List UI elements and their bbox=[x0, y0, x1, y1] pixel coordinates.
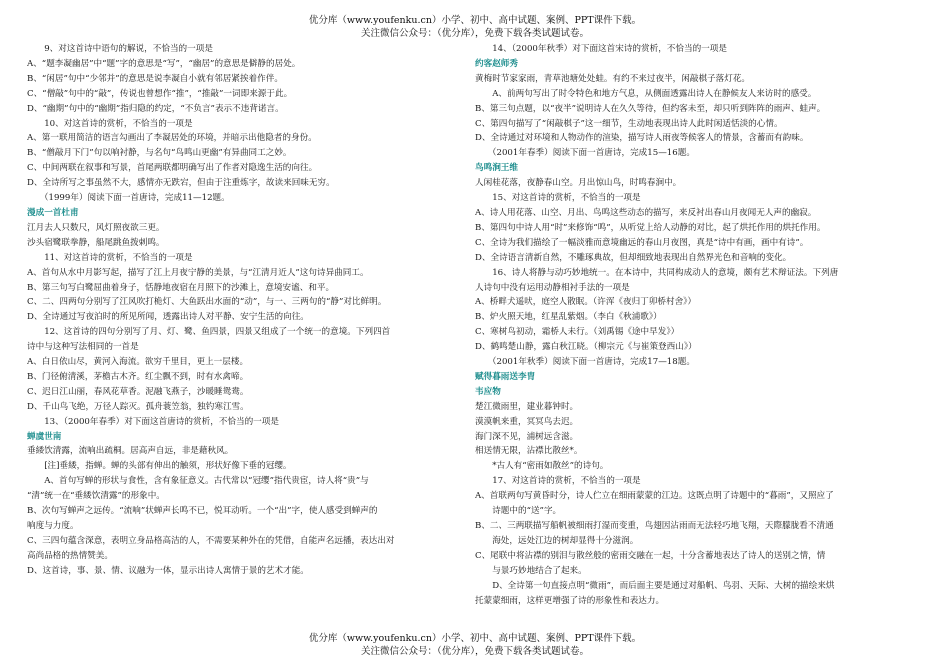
text-continuation: “清”统一在“垂緌饮清露”的形象中。 bbox=[27, 491, 165, 502]
poem-title: 漫成一首杜甫 bbox=[27, 207, 79, 218]
answer-option: C、尾联中将沾襟的别泪与散丝般的密雨交融在一起，十分含蓄地表达了诗人的送别之情，情 bbox=[475, 550, 826, 561]
answer-option: B、“僧敲月下门”句以响衬静，与名句“鸟鸣山更幽”有异曲同工之妙。 bbox=[27, 148, 292, 159]
answer-option: A、首联两句写黄昏时分，诗人伫立在细雨蒙蒙的江边。这既点明了诗题中的“暮雨”，又照应了 bbox=[475, 491, 834, 502]
question-text: （2001年秋季）阅读下面一首唐诗，完成17—18题。 bbox=[475, 357, 695, 368]
poem-title: 约客赵师秀 bbox=[475, 58, 518, 69]
answer-option: C、中间两联在叙事和写景，首尾两联都明确写出了作者对隐逸生活的向往。 bbox=[27, 163, 318, 174]
question-text: （2001年春季）阅读下面一首唐诗，完成15—16题。 bbox=[475, 148, 695, 159]
question-text: 13、（2000年春季）对下面这首唐诗的赏析，不恰当的一项是 bbox=[27, 416, 279, 427]
answer-option: A、首句写蝉的形状与食性，含有象征意义。古代常以“冠缨”指代贵宦，诗人将“贵”与 bbox=[27, 476, 369, 487]
answer-option: A、白日依山尽，黄河入海流。欲穷千里目，更上一层楼。 bbox=[27, 357, 249, 368]
question-text: 14、（2000年秋季）对下面这首宋诗的赏析，不恰当的一项是 bbox=[475, 44, 727, 54]
text-continuation: 诗题中的“送”字。 bbox=[475, 506, 562, 517]
answer-option: D、全诗通过写夜泊时的所见所闻，透露出诗人对平静、安宁生活的向往。 bbox=[27, 312, 309, 323]
text-continuation: 诗中与这种写法相同的一首是 bbox=[27, 342, 139, 353]
question-text: 17、对这首诗的赏析，不恰当的一项是 bbox=[475, 476, 641, 487]
answer-option: B、二、三两联描写船帆被细雨打湿而变重，鸟翅因沾雨而无法轻巧地飞翔，天際朦胧看不清通 bbox=[475, 521, 834, 531]
header-line-1: 优分库（www.youfenku.cn）小学、初中、高中试题、案例、PPT课件下载。 bbox=[308, 15, 642, 26]
poem-title: 韦应物 bbox=[475, 386, 501, 397]
answer-option: C、全诗为我们描绘了一幅淡雅而意境幽远的春山月夜图，真是“诗中有画，画中有诗”。 bbox=[475, 237, 809, 248]
answer-option: B、第三句点题，以“夜半”说明诗人在久久等待，但约客未至，却只听到阵阵的雨声、蛙声。 bbox=[475, 103, 826, 114]
answer-option: B、次句写蝉声之远传。“流响”状蝉声长鸣不已，悦耳动听。一个“出”字，使人感受到蝉声的 bbox=[27, 506, 378, 517]
text-continuation: 高尚品格的热情赞美。 bbox=[27, 550, 113, 561]
answer-option: D、全诗通过对环境和人物动作的渲染，描写诗人雨夜等候客人的情景，含蓄而有韵味。 bbox=[475, 133, 809, 144]
text-continuation: 与景巧妙地结合了起来。 bbox=[475, 565, 587, 576]
answer-option: A、首句从水中月影写起，描写了江上月夜宁静的美景，与“江清月近人”这句诗异曲同工。 bbox=[27, 267, 369, 278]
poem-line: 沙头宿鹭联拳静，船尾跳鱼拨剌鸣。 bbox=[27, 237, 165, 248]
question-text: 10、对这首诗的赏析，不恰当的一项是 bbox=[27, 118, 193, 129]
answer-option: D、全诗所写之事虽然不大，感情亦无跌宕，但由于注重炼字，故读来回味无穷。 bbox=[27, 178, 335, 189]
answer-option: A、桥畔犬遥吠，庭空人散眠。（许浑《夜归丁卯桥村舍》） bbox=[475, 297, 697, 308]
annotation-note: *古人有“密雨如散丝”的诗句。 bbox=[475, 461, 609, 472]
answer-option: D、全诗语言清新自然，不雕琢典故，但却细致地表现出自然界光色和音响的变化。 bbox=[475, 252, 792, 263]
answer-option: D、鹤鸣楚山静，露白秋江晓。（柳宗元《与崔策登西山》） bbox=[475, 342, 697, 353]
question-text: （1999年）阅读下面一首唐诗，完成11—12题。 bbox=[27, 193, 230, 204]
poem-title: 蝉虞世南 bbox=[27, 431, 62, 442]
question-text: 12、这首诗的四句分别写了月、灯、鹭、鱼四景，四景又组成了一个统一的意境。下列四首 bbox=[27, 327, 391, 338]
answer-option: D、全诗第一句直接点明“微雨”，而后面主要是通过对船帆、鸟羽、天际、大树的描绘来烘 bbox=[475, 580, 835, 591]
poem-line: 黄梅时节家家雨，青草池塘处处蛙。有约不来过夜半，闲敲棋子落灯花。 bbox=[475, 73, 751, 84]
poem-line: 漠漠帆来重，冥冥鸟去迟。 bbox=[475, 416, 579, 427]
question-text: 16、诗人将静与动巧妙地统一。在本诗中，共同构成动人的意境，颇有艺术辩证法。下列唐 bbox=[475, 267, 839, 278]
poem-line: 楚江微雨里，建业暮钟时。 bbox=[475, 401, 579, 412]
answer-option: B、“闲居”句中“少邻并”的意思是说李凝自小就有邻居紧挨着作伴。 bbox=[27, 73, 283, 84]
poem-title: 鸟鸣涧王维 bbox=[475, 163, 518, 174]
answer-option: A、第一联用简洁的语言勾画出了李凝居处的环境，并暗示出他隐者的身份。 bbox=[27, 133, 317, 144]
answer-option: D、千山鸟飞绝，万径人踪灭。孤舟蓑笠翁，独钓寒江雪。 bbox=[27, 401, 249, 412]
answer-option: C、“僧敲”句中的“敲”，传说也曾想作“推”，“推敲”一词即来源于此。 bbox=[27, 88, 293, 99]
poem-title: 赋得暮雨送李胄 bbox=[475, 371, 536, 382]
poem-line: 相送情无限，沾襟比散丝*。 bbox=[475, 446, 583, 457]
answer-option: D、“幽期”句中的“幽期”指归隐的约定，“不负言”表示不违背诺言。 bbox=[27, 103, 284, 114]
text-continuation: 响度与力度。 bbox=[27, 521, 79, 531]
right-column bbox=[475, 42, 922, 608]
answer-option: C、迟日江山丽，春风花草香。泥融飞燕子，沙暖睡鸳鸯。 bbox=[27, 386, 249, 397]
footer-line-1: 优分库（www.youfenku.cn）小学、初中、高中试题、案例、PPT课件下载。 bbox=[308, 633, 642, 644]
poem-line: 人闲桂花落，夜静春山空。月出惊山鸟，时鸣春涧中。 bbox=[475, 178, 682, 189]
answer-option: A、“题李凝幽居”中“题”字的意思是“写”，“幽居”的意思是僻静的居处。 bbox=[27, 58, 301, 69]
question-text: 11、对这首诗的赏析，不恰当的一项是 bbox=[27, 252, 193, 263]
left-column bbox=[27, 42, 467, 579]
page-footer bbox=[0, 632, 950, 658]
answer-option: C、寒树鸟初动，霜桥人未行。（刘禹锡《途中早发》） bbox=[475, 327, 680, 338]
text-continuation: 海处，远处江边的树却显得十分滋润。 bbox=[475, 535, 639, 546]
question-text: 15、对这首诗的赏析，不恰当的一项是 bbox=[475, 193, 641, 204]
text-continuation: 托蒙蒙细雨，这样更增强了诗的形象性和表达力。 bbox=[475, 595, 665, 606]
poem-line: 江月去人只数尺，风灯照夜欲三更。 bbox=[27, 222, 165, 233]
answer-option: B、炉火照天地，红星乱紫烟。（李白《秋浦歌》） bbox=[475, 312, 662, 323]
answer-option: A、前两句写出了时令特色和地方气息，从侧面透露出诗人在静候友人来访时的感受。 bbox=[475, 88, 817, 99]
header-line-2: 关注微信公众号：（优分库），免费下载各类试题试卷。 bbox=[360, 28, 589, 39]
answer-option: B、第三句写白鹭屈曲着身子，恬静地夜宿在月照下的沙滩上，意境安谧、和平。 bbox=[27, 282, 335, 293]
answer-option: A、诗人用花落、山空、月出、鸟鸣这些动态的描写，来反衬出春山月夜闻无人声的幽寂。 bbox=[475, 207, 817, 218]
question-text: 9、对这首诗中语句的解说，不恰当的一项是 bbox=[27, 44, 213, 54]
answer-option: B、门径俯清溪，茅檐古木齐。红尘飘不到，时有水禽啼。 bbox=[27, 371, 249, 382]
answer-option: C、第四句描写了“闲敲棋子”这一细节，生动地表现出诗人此时闲适恬淡的心情。 bbox=[475, 118, 783, 129]
page-header bbox=[0, 14, 950, 40]
annotation-note: [注]垂緌，指蝉。蝉的头部有伸出的触须，形状好像下垂的冠缨。 bbox=[27, 461, 292, 472]
footer-line-2: 关注微信公众号：（优分库），免费下载各类试题试卷。 bbox=[360, 646, 589, 657]
poem-line: 海门深不见，浦树远含滋。 bbox=[475, 431, 579, 442]
answer-option: B、第四句中诗人用“时”来修饰“鸣”，从听觉上给人动静的对比，起了烘托作用的烘托作用。 bbox=[475, 222, 826, 233]
poem-line: 垂緌饮清露，流响出疏桐。居高声自远，非是藉秋风。 bbox=[27, 446, 234, 457]
text-continuation: 人诗句中没有运用动静相衬手法的一项是 bbox=[475, 282, 630, 293]
answer-option: D、这首诗，事、景、情、议融为一体，显示出诗人寓情于景的艺术才能。 bbox=[27, 565, 309, 576]
answer-option: C、三四句蕴含深意，表明立身品格高洁的人，不需要某种外在的凭借，自能声名远播，表达出对 bbox=[27, 535, 395, 546]
answer-option: C、二、四两句分别写了江风吹打桅灯、大鱼跃出水面的“动”，与一、三两句的“静”对比鲜明。 bbox=[27, 297, 387, 308]
